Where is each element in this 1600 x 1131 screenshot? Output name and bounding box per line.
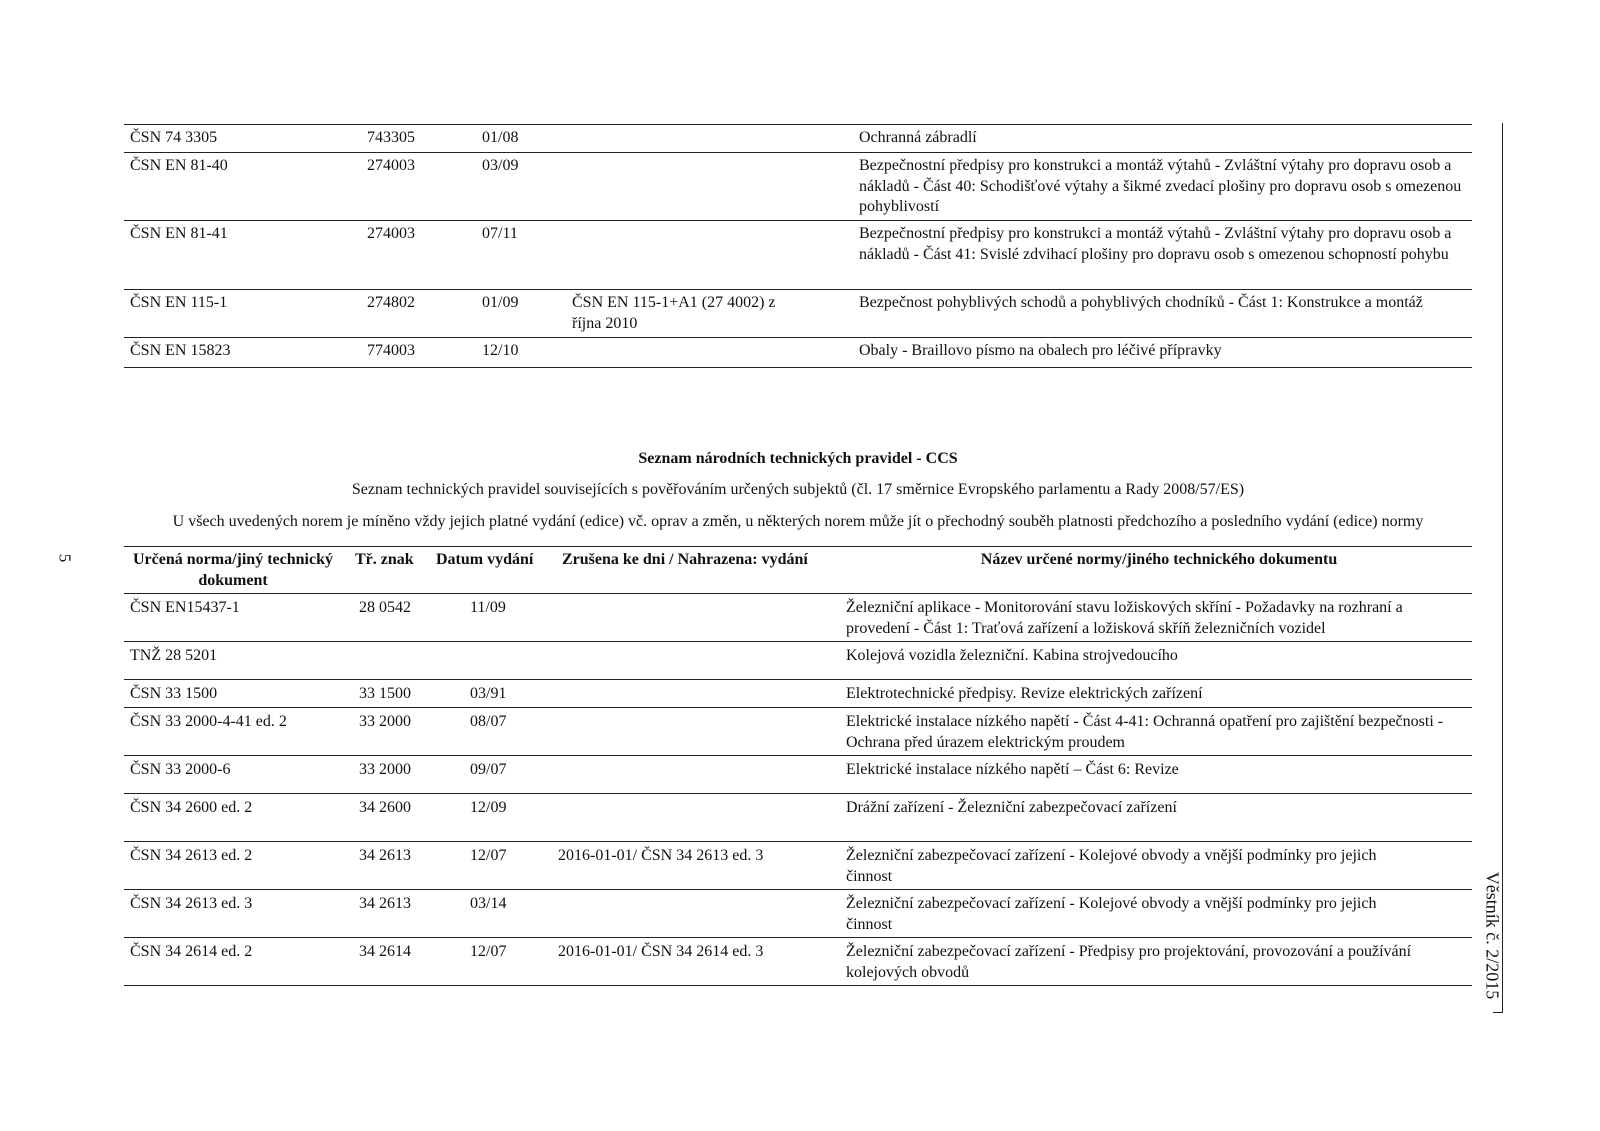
table-rule bbox=[124, 289, 1472, 290]
code-cell: 34 2613 bbox=[359, 847, 411, 864]
date-cell: 03/14 bbox=[470, 895, 507, 912]
norm-cell: ČSN 33 2000-6 bbox=[130, 761, 231, 778]
date-cell: 12/10 bbox=[482, 342, 519, 359]
name-cell: Bezpečnostní předpisy pro konstrukci a montáž výtahů - Zvláštní výtahy pro dopravu osob a nákladů - Část 41: Svislé zdvihací plošiny pro dopravu osob s omezenou schopností pohybu bbox=[859, 225, 1452, 263]
table-rule bbox=[124, 793, 1472, 794]
code-cell: 34 2600 bbox=[359, 799, 411, 816]
name-cell: Železniční zabezpečovací zařízení - Kolejové obvody a vnější podmínky pro jejich činnost bbox=[846, 847, 1377, 885]
norm-cell: TNŽ 28 5201 bbox=[130, 647, 218, 664]
name-cell: Železniční zabezpečovací zařízení - Předpisy pro projektování, provozování a používání kolejových obvodů bbox=[846, 943, 1412, 981]
name-cell: Bezpečnostní předpisy pro konstrukci a montáž výtahů - Zvláštní výtahy pro dopravu osob a nákladů - Část 40: Schodišťové výtahy a šikmé zvedací plošiny pro dopravu osob s omezenou pohyblivostí bbox=[859, 157, 1462, 215]
table-rule bbox=[124, 546, 1472, 547]
header-date: Datum vydání bbox=[436, 551, 534, 568]
name-cell: Elektrotechnické předpisy. Revize elektrických zařízení bbox=[846, 685, 1203, 702]
code-cell: 274003 bbox=[367, 225, 415, 242]
section-note: U všech uvedených norem je míněno vždy jejich platné vydání (edice) vč. oprav a změn, u některých norem může jít o přechodný souběh platnosti předchozího a posledního vydání (edice) normy bbox=[172, 513, 1424, 530]
name-cell: Železniční aplikace - Monitorování stavu ložiskových skříní - Požadavky na rozhraní a provedení - Část 1: Traťová zařízení a ložisková skříň železničních vozidel bbox=[846, 599, 1403, 637]
header-code: Tř. znak bbox=[355, 551, 414, 568]
code-cell: 33 2000 bbox=[359, 761, 411, 778]
code-cell: 743305 bbox=[367, 129, 415, 146]
date-cell: 09/07 bbox=[470, 761, 507, 778]
header-replaced: Zrušena ke dni / Nahrazena: vydání bbox=[562, 551, 808, 568]
date-cell: 03/91 bbox=[470, 685, 507, 702]
margin-rule-tail bbox=[1493, 1012, 1503, 1013]
date-cell: 01/08 bbox=[482, 129, 519, 146]
norm-cell: ČSN 34 2613 ed. 2 bbox=[130, 847, 253, 864]
norm-cell: ČSN 74 3305 bbox=[130, 129, 218, 146]
name-cell: Železniční zabezpečovací zařízení - Kolejové obvody a vnější podmínky pro jejich činnost bbox=[846, 895, 1377, 933]
code-cell: 33 2000 bbox=[359, 713, 411, 730]
norm-cell: ČSN EN15437-1 bbox=[130, 599, 240, 616]
name-cell: Elektrické instalace nízkého napětí - Část 4-41: Ochranná opatření pro zajištění bezpečnosti - Ochrana před úrazem elektrickým proudem bbox=[846, 713, 1444, 751]
table-rule bbox=[124, 367, 1472, 368]
norm-cell: ČSN 34 2614 ed. 2 bbox=[130, 943, 253, 960]
table-rule bbox=[124, 937, 1472, 938]
name-cell: Drážní zařízení - Železniční zabezpečovací zařízení bbox=[846, 799, 1177, 816]
name-cell: Elektrické instalace nízkého napětí – Část 6: Revize bbox=[846, 761, 1179, 778]
code-cell: 28 0542 bbox=[359, 599, 411, 616]
date-cell: 07/11 bbox=[482, 225, 518, 242]
table-rule bbox=[124, 841, 1472, 842]
header-name: Název určené normy/jiného technického dokumentu bbox=[980, 551, 1338, 568]
code-cell: 774003 bbox=[367, 342, 415, 359]
replaced-cell: 2016-01-01/ ČSN 34 2614 ed. 3 bbox=[558, 943, 764, 960]
name-cell: Bezpečnost pohyblivých schodů a pohyblivých chodníků - Část 1: Konstrukce a montáž bbox=[859, 294, 1423, 311]
date-cell: 12/07 bbox=[470, 847, 507, 864]
norm-cell: ČSN 34 2613 ed. 3 bbox=[130, 895, 253, 912]
date-cell: 11/09 bbox=[470, 599, 506, 616]
section-title: Seznam národních technických pravidel - CCS bbox=[638, 450, 958, 467]
name-cell: Ochranná zábradlí bbox=[859, 129, 977, 146]
table-rule bbox=[124, 985, 1472, 986]
date-cell: 12/09 bbox=[470, 799, 507, 816]
page-number: 5 bbox=[55, 553, 75, 563]
date-cell: 03/09 bbox=[482, 157, 519, 174]
code-cell: 34 2613 bbox=[359, 895, 411, 912]
code-cell: 34 2614 bbox=[359, 943, 411, 960]
table-rule bbox=[124, 755, 1472, 756]
code-cell: 33 1500 bbox=[359, 685, 411, 702]
norm-cell: ČSN 33 2000-4-41 ed. 2 bbox=[130, 713, 287, 730]
table-rule bbox=[124, 337, 1472, 338]
date-cell: 08/07 bbox=[470, 713, 507, 730]
replaced-cell: ČSN EN 115-1+A1 (27 4002) z října 2010 bbox=[572, 294, 776, 332]
norm-cell: ČSN 33 1500 bbox=[130, 685, 218, 702]
table-rule bbox=[124, 124, 1472, 125]
header-norm: Určená norma/jiný technický dokument bbox=[133, 551, 333, 589]
name-cell: Obaly - Braillovo písmo na obalech pro léčivé přípravky bbox=[859, 342, 1222, 359]
table-rule bbox=[124, 152, 1472, 153]
code-cell: 274802 bbox=[367, 294, 415, 311]
table-rule bbox=[124, 641, 1472, 642]
table-rule bbox=[124, 707, 1472, 708]
norm-cell: ČSN 34 2600 ed. 2 bbox=[130, 799, 253, 816]
date-cell: 12/07 bbox=[470, 943, 507, 960]
date-cell: 01/09 bbox=[482, 294, 519, 311]
norm-cell: ČSN EN 81-40 bbox=[130, 157, 228, 174]
table-rule bbox=[124, 220, 1472, 221]
table-rule bbox=[124, 679, 1472, 680]
norm-cell: ČSN EN 15823 bbox=[130, 342, 231, 359]
code-cell: 274003 bbox=[367, 157, 415, 174]
norm-cell: ČSN EN 115-1 bbox=[130, 294, 228, 311]
bulletin-label: Věstník č. 2/2015 bbox=[1482, 871, 1503, 1000]
table-rule bbox=[124, 593, 1472, 594]
replaced-cell: 2016-01-01/ ČSN 34 2613 ed. 3 bbox=[558, 847, 764, 864]
section-subtitle: Seznam technických pravidel souvisejících s pověřováním určených subjektů (čl. 17 směrnice Evropského parlamentu a Rady 2008/57/ES) bbox=[351, 481, 1245, 498]
norm-cell: ČSN EN 81-41 bbox=[130, 225, 228, 242]
table-rule bbox=[124, 889, 1472, 890]
name-cell: Kolejová vozidla železniční. Kabina strojvedoucího bbox=[846, 647, 1178, 664]
